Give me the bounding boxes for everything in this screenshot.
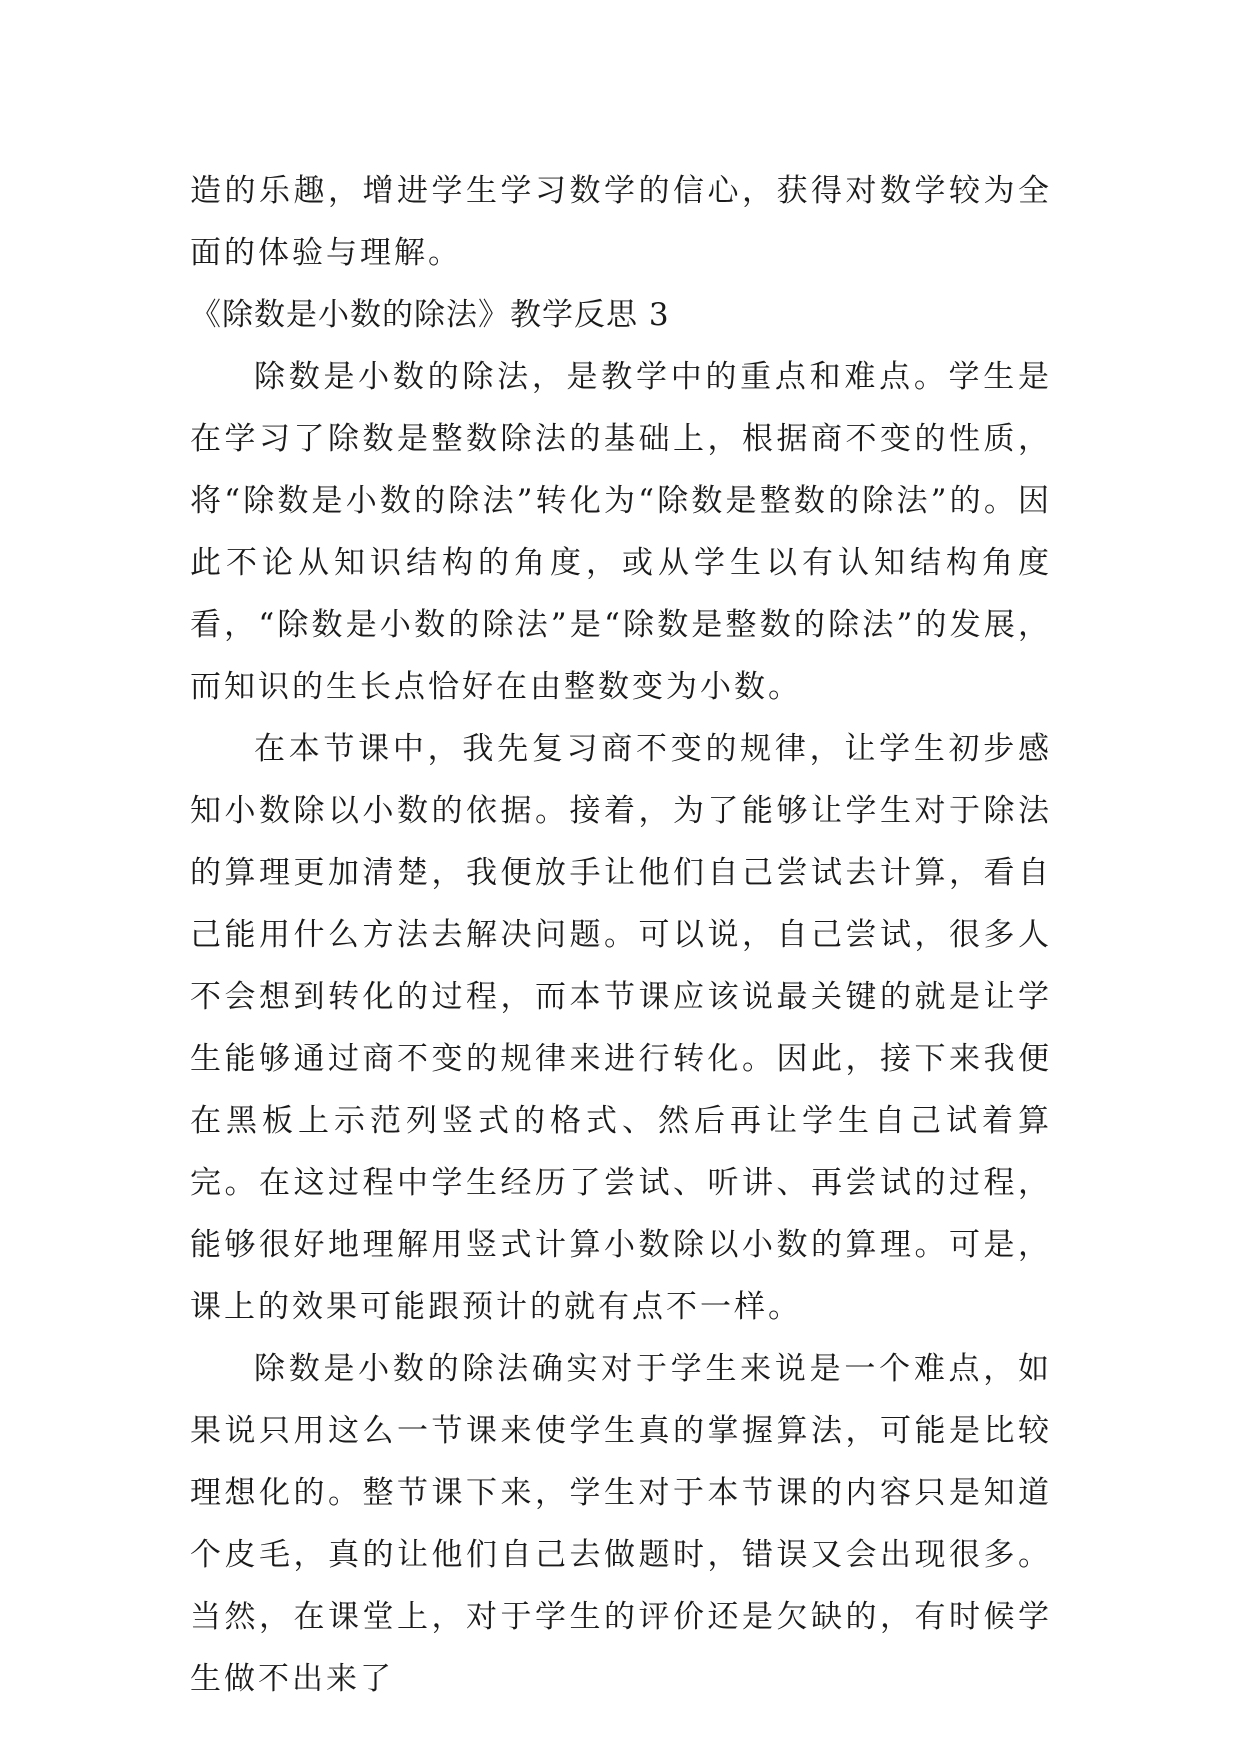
body-paragraph-3: 除数是小数的除法确实对于学生来说是一个难点，如果说只用这么一节课来使学生真的掌握算法，可能是比较理想化的。整节课下来，学生对于本节课的内容只是知道个皮毛，真的让他们自己去做题时，错误又会出现很多。当然，在课堂上，对于学生的评价还是欠缺的，有时候学生做不出来了	[190, 1351, 1052, 1697]
body-paragraph-1: 除数是小数的除法，是教学中的重点和难点。学生是在学习了除数是整数除法的基础上，根据商不变的性质，将“除数是小数的除法”转化为“除数是整数的除法”的。因此不论从知识结构的角度，或从学生以有认知结构角度看，“除数是小数的除法”是“除数是整数的除法”的发展，而知识的生长点恰好在由整数变为小数。	[190, 359, 1052, 705]
body-paragraph-2: 在本节课中，我先复习商不变的规律，让学生初步感知小数除以小数的依据。接着，为了能够让学生对于除法的算理更加清楚，我便放手让他们自己尝试去计算，看自己能用什么方法去解决问题。可以说，自己尝试，很多人不会想到转化的过程，而本节课应该说最关键的就是让学生能够通过商不变的规律来进行转化。因此，接下来我便在黑板上示范列竖式的格式、然后再让学生自己试着算完。在这过程中学生经历了尝试、听讲、再尝试的过程，能够很好地理解用竖式计算小数除以小数的算理。可是，课上的效果可能跟预计的就有点不一样。	[190, 731, 1052, 1325]
document-page	[190, 160, 1052, 1710]
continuation-paragraph: 造的乐趣，增进学生学习数学的信心，获得对数学较为全面的体验与理解。	[190, 173, 1052, 271]
section-title: 《除数是小数的除法》教学反思 3	[190, 297, 670, 333]
